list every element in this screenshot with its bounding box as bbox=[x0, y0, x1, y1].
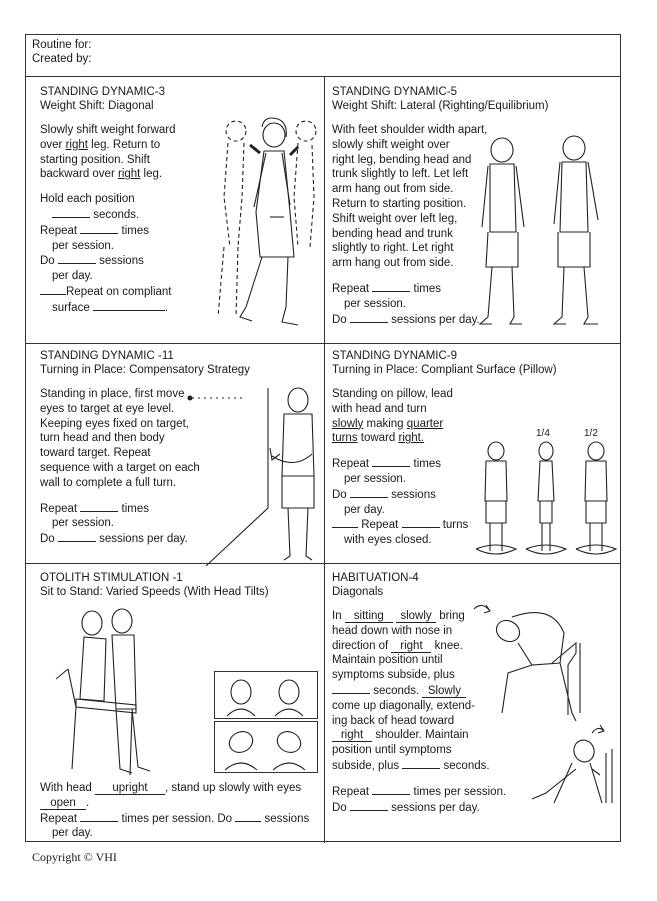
quarter-turn-label: 1/4 bbox=[536, 428, 550, 439]
speed-value: slowly bbox=[396, 610, 436, 623]
leg-value: right bbox=[65, 138, 88, 151]
repeat-blank[interactable] bbox=[80, 811, 118, 822]
turns-blank[interactable] bbox=[402, 517, 440, 528]
exercise-standing-dynamic-3 bbox=[26, 77, 324, 343]
eyes-value: open bbox=[40, 797, 86, 810]
exercise-title: STANDING DYNAMIC-5 bbox=[332, 86, 458, 98]
sessions-blank[interactable] bbox=[350, 312, 388, 323]
weight-shift-lateral-illustration bbox=[474, 132, 614, 332]
exercise-title: OTOLITH STIMULATION -1 bbox=[40, 572, 183, 584]
position-value: sitting bbox=[345, 610, 393, 623]
exercise-title: STANDING DYNAMIC -11 bbox=[40, 350, 174, 362]
turning-in-place-illustration bbox=[186, 388, 321, 560]
exercise-subtitle: Turning in Place: Compensatory Strategy bbox=[40, 364, 250, 376]
instructions: Slowly shift weight forward over right leg. Return to starting position. Shift backward over right leg. bbox=[40, 124, 176, 181]
dosage: Hold each position seconds. Repeat times per session. Do sessions per day. Repeat on compliant surface . bbox=[40, 193, 172, 314]
exercise-standing-dynamic-5 bbox=[324, 77, 622, 343]
diagonals-illustration bbox=[472, 603, 618, 803]
exercise-subtitle: Weight Shift: Diagonal bbox=[40, 100, 154, 112]
half-turn-label: 1/2 bbox=[584, 428, 598, 439]
instructions: Standing in place, first move eyes to target at eye level. Keeping eyes fixed on target, turn head and then body toward target. Repeat sequence with a target on each wall to complete a full turn. bbox=[40, 388, 200, 489]
knee-side-value: right bbox=[391, 640, 431, 653]
exercise-subtitle: Diagonals bbox=[332, 586, 384, 598]
exercise-title: STANDING DYNAMIC-3 bbox=[40, 86, 166, 98]
sessions-blank[interactable] bbox=[350, 487, 388, 498]
sessions-blank[interactable] bbox=[58, 531, 96, 542]
repeat-blank[interactable] bbox=[372, 281, 410, 292]
dosage: With head upright , stand up slowly with eyes open . Repeat times per session. Do sessions per day. bbox=[40, 782, 310, 840]
shoulder-side-value: right bbox=[332, 729, 372, 742]
instructions: With feet shoulder width apart, slowly shift weight over right leg, bending head and trunk slightly to left. Let left arm hang out from side. Return to starting position. Shift weight over left leg, bending head and trunk slightly to right. Let right arm hang out from side. bbox=[332, 124, 488, 270]
dosage: Repeat times per session. Do sessions per day. bbox=[332, 785, 507, 814]
sessions-blank[interactable] bbox=[235, 811, 261, 822]
leg-value: right bbox=[117, 168, 141, 181]
exercise-title: STANDING DYNAMIC-9 bbox=[332, 350, 458, 362]
pillow-turning-illustration bbox=[474, 441, 619, 559]
compliant-check-blank[interactable] bbox=[40, 284, 66, 295]
exercise-subtitle: Turning in Place: Compliant Surface (Pillow) bbox=[332, 364, 557, 376]
sessions-blank[interactable] bbox=[350, 800, 388, 811]
exercise-standing-dynamic-9 bbox=[324, 343, 622, 563]
exercise-title: HABITUATION-4 bbox=[332, 572, 419, 584]
dosage: Repeat times per session. Do sessions per day. Repeat turns with eyes closed. bbox=[332, 458, 469, 547]
head-position-value: upright bbox=[95, 782, 165, 795]
head-tilt-faces-top bbox=[215, 672, 315, 716]
sessions-blank[interactable] bbox=[58, 253, 96, 264]
head-tilt-faces-bottom bbox=[215, 722, 315, 770]
instructions: Standing on pillow, lead with head and turn slowly making quarter turns toward right. bbox=[332, 388, 453, 445]
exercise-subtitle: Sit to Stand: Varied Speeds (With Head Tilts) bbox=[40, 586, 269, 598]
routine-for-label: Routine for: bbox=[32, 39, 92, 51]
copyright-notice: Copyright © VHI bbox=[32, 850, 117, 864]
weight-shift-diagonal-illustration bbox=[194, 117, 319, 332]
exercise-otolith-stimulation-1 bbox=[26, 563, 324, 843]
instructions: In sitting slowly bring head down with nose in direction of right knee. Maintain position until symptoms subside, plus seconds. Slowly come up diagonally, extend- ing back of head toward right shoulder. Maintain position until symptoms subside, plus seconds. bbox=[332, 610, 490, 772]
exercise-sheet bbox=[25, 34, 621, 842]
seconds-blank[interactable] bbox=[402, 758, 440, 769]
sheet-header bbox=[26, 35, 620, 77]
head-tilt-panel-bottom bbox=[214, 721, 318, 773]
seconds-blank[interactable] bbox=[332, 683, 370, 694]
repeat-blank[interactable] bbox=[80, 501, 118, 512]
turn-amount-value: quarter bbox=[406, 417, 444, 430]
exercise-habituation-4 bbox=[324, 563, 622, 843]
head-tilt-panel-top bbox=[214, 671, 318, 719]
eyes-closed-check-blank[interactable] bbox=[332, 517, 358, 528]
seconds-blank[interactable] bbox=[52, 207, 90, 218]
speed-value: slowly bbox=[332, 417, 364, 430]
return-speed-value: Slowly bbox=[422, 685, 466, 698]
dosage: Repeat times per session. Do sessions per day. bbox=[40, 502, 188, 546]
created-by-label: Created by: bbox=[32, 53, 92, 65]
repeat-blank[interactable] bbox=[372, 784, 410, 795]
exercise-subtitle: Weight Shift: Lateral (Righting/Equilibrium) bbox=[332, 100, 549, 112]
direction-value: right. bbox=[398, 432, 425, 445]
exercise-standing-dynamic-11 bbox=[26, 343, 324, 563]
dosage: Repeat times per session. Do sessions per day. bbox=[332, 282, 480, 326]
sit-to-stand-illustration bbox=[46, 609, 156, 777]
repeat-blank[interactable] bbox=[80, 223, 118, 234]
repeat-blank[interactable] bbox=[372, 456, 410, 467]
surface-blank[interactable] bbox=[93, 300, 165, 311]
